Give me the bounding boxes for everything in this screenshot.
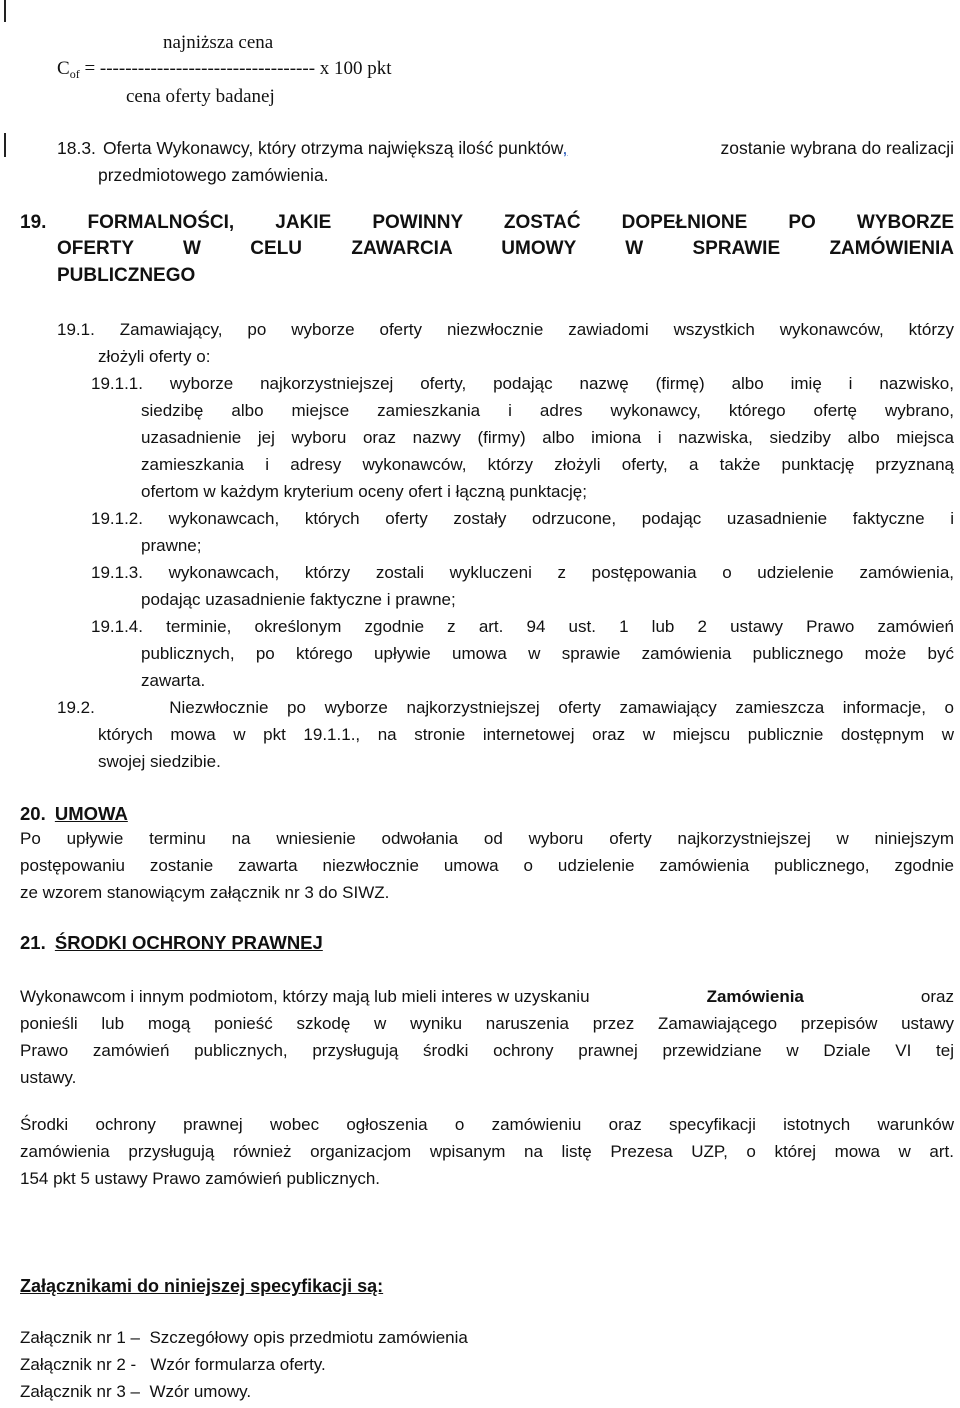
section-19-heading-line1: 19. FORMALNOŚCI, JAKIE POWINNY ZOSTAĆ DOPEŁNIONE PO WYBORZE [20, 212, 954, 233]
section-19-2-line3: swojej siedzibie. [98, 752, 221, 771]
section-21-p1-line2: ponieśli lub mogą ponieść szkodę w wyniku naruszenia przez Zamawiającego przepisów ustawy [20, 1014, 954, 1033]
section-21-p2-line2: zamówienia przysługują również organizacjom wpisanym na listę Prezesa UZP, o której mowa w art. [20, 1142, 954, 1161]
section-19-1-3-line2: podając uzasadnienie faktyczne i prawne; [141, 590, 456, 609]
revision-bar-top [4, 0, 6, 22]
section-19-2-line1: 19.2. Niezwłocznie po wyborze najkorzystniejszej oferty zamawiający zamieszcza informacje, o [57, 698, 954, 717]
section-19-1-1-line1: 19.1.1. wyborze najkorzystniejszej oferty, podając nazwę (firmę) albo imię i nazwisko, [91, 374, 954, 393]
formula-numerator: najniższa cena [163, 32, 274, 53]
attachment-item-1: Załącznik nr 1 – Szczegółowy opis przedmiotu zamówienia [20, 1328, 468, 1347]
section-19-1-1-line4: zamieszkania i adresy wykonawców, którzy złożyli oferty, a także punktację przyznaną [141, 455, 954, 474]
section-19-heading-line3: PUBLICZNEGO [57, 265, 196, 286]
section-19-1-4-line3: zawarta. [141, 671, 206, 690]
section-21-p1-text-a: Wykonawcom i innym podmiotom, którzy mają lub mieli interes w uzyskaniu [20, 987, 590, 1006]
section-19-1-4-line1: 19.1.4. terminie, określonym zgodnie z art. 94 ust. 1 lub 2 ustawy Prawo zamówień [91, 617, 954, 636]
section-20-heading [20, 803, 128, 825]
formula-lhs-subscript: of [69, 67, 80, 81]
section-19-2-line2: których mowa w pkt 19.1.1., na stronie internetowej oraz w miejscu publicznie dostępnym w [98, 725, 954, 744]
section-21-heading [20, 932, 323, 954]
section-18-3-text-b: zostanie wybrana do realizacji [720, 138, 954, 158]
section-19-1-3-line1: 19.1.3. wykonawcach, którzy zostali wykluczeni z postępowania o udzielenie zamówienia, [91, 563, 954, 582]
section-19-1-1-line2: siedzibę albo miejsce zamieszkania i adres wykonawcy, którego ofertę wybrano, [141, 401, 954, 420]
section-21-p1-line4: ustawy. [20, 1068, 77, 1087]
section-18-3-line2: przedmiotowego zamówienia. [98, 165, 329, 185]
formula-denominator: cena oferty badanej [126, 86, 275, 107]
section-21-p1-bold: Zamówienia [706, 987, 804, 1006]
section-20-line2: postępowaniu zostanie zawarta niezwłocznie umowa o udzielenie zamówienia publicznego, zgodnie [20, 856, 954, 875]
section-21-number: 21. [20, 932, 46, 953]
section-19-1-line1: 19.1. Zamawiający, po wyborze oferty niezwłocznie zawiadomi wszystkich wykonawców, którzy [57, 320, 954, 339]
section-19-heading-line2: OFERTY W CELU ZAWARCIA UMOWY W SPRAWIE ZAMÓWIENIA [57, 238, 954, 259]
formula-middle: = ---------------------------------- x 100 pkt [84, 58, 392, 79]
section-19-1-line2: złożyli oferty o: [98, 347, 211, 366]
section-20-line3: ze wzorem stanowiącym załącznik nr 3 do SIWZ. [20, 883, 390, 902]
attachment-item-3: Załącznik nr 3 – Wzór umowy. [20, 1382, 252, 1401]
section-20-title: UMOWA [54, 803, 128, 824]
revision-bar-18-3 [4, 133, 6, 157]
section-19-1-1-line3: uzasadnienie jej wyboru oraz nazwy (firmy) albo imiona i nazwiska, siedziby albo miejsca [141, 428, 954, 447]
section-21-p1-line1 [20, 987, 954, 1007]
formula-lhs: C [57, 58, 70, 79]
section-21-title: ŚRODKI OCHRONY PRAWNEJ [54, 932, 323, 953]
section-19-1-2-line1: 19.1.2. wykonawcach, których oferty zostały odrzucone, podając uzasadnienie faktyczne i [91, 509, 954, 528]
section-18-3-line1 [57, 138, 954, 159]
attachment-item-2: Załącznik nr 2 - Wzór formularza oferty. [20, 1355, 326, 1374]
section-18-3-number: 18.3. [57, 138, 96, 158]
section-21-p2-line1: Środki ochrony prawnej wobec ogłoszenia o zamówieniu oraz specyfikacji istotnych warunków [20, 1115, 954, 1134]
section-20-number: 20. [20, 803, 46, 824]
section-19-1-4-line2: publicznych, po którego upływie umowa w sprawie zamówienia publicznego może być [141, 644, 954, 663]
section-21-p1-text-b: oraz [920, 987, 954, 1006]
formula-line [57, 58, 392, 82]
section-21-p1-line3: Prawo zamówień publicznych, przysługują środki ochrony prawnej przewidziane w Dziale VI tej [20, 1041, 954, 1060]
section-18-3-text-a: Oferta Wykonawcy, który otrzyma największą ilość punktów, [102, 138, 568, 158]
section-19-1-1-line5: ofertom w każdym kryterium oceny ofert i łączną punktację; [141, 482, 587, 501]
section-18-3-link[interactable]: , [562, 138, 568, 158]
section-19-1-2-line2: prawne; [141, 536, 202, 555]
attachments-heading: Załącznikami do niniejszej specyfikacji są: [20, 1276, 384, 1296]
section-20-line1: Po upływie terminu na wniesienie odwołania od wyboru oferty najkorzystniejszej w niniejszym [20, 829, 954, 848]
section-21-p2-line3: 154 pkt 5 ustawy Prawo zamówień publicznych. [20, 1169, 381, 1188]
